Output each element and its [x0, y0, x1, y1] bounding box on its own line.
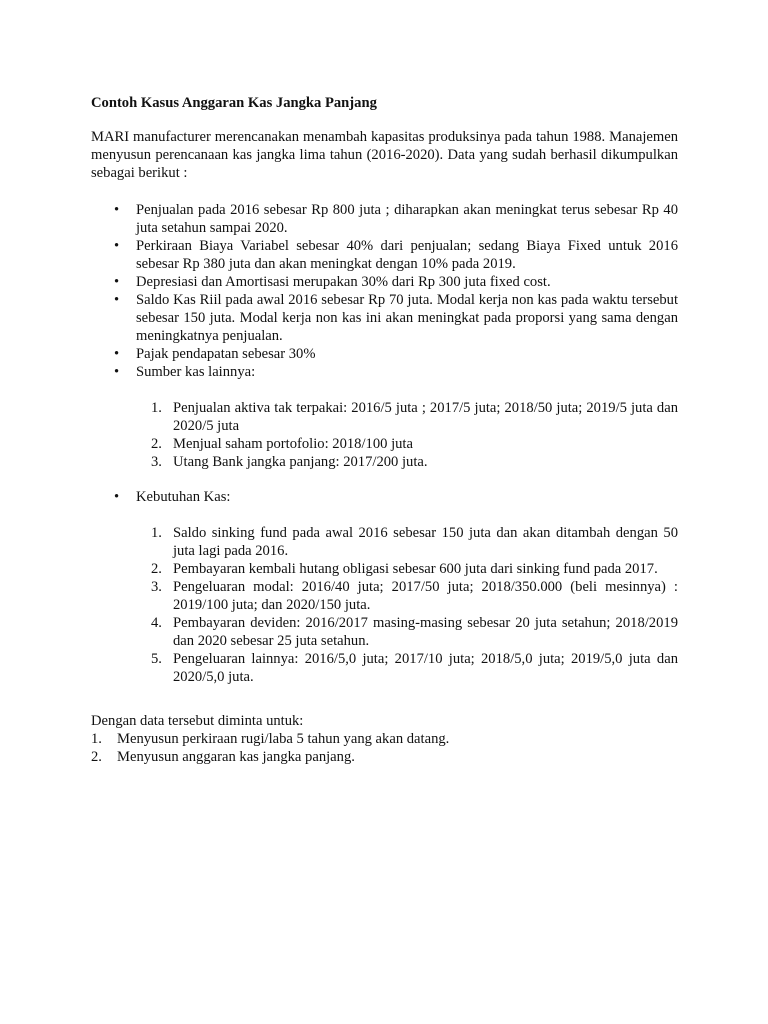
bullet-item-kebutuhan-kas: • Kebutuhan Kas:: [91, 488, 678, 506]
kebutuhan-kas-item: [91, 560, 678, 578]
list-number: 5.: [151, 651, 162, 667]
kebutuhan-kas-item: [91, 578, 678, 614]
list-number: 3.: [151, 454, 162, 470]
list-item-text: Utang Bank jangka panjang: 2017/200 juta.: [173, 454, 428, 470]
bullet-item-pajak: • Pajak pendapatan sebesar 30%: [91, 345, 678, 363]
kebutuhan-kas-item: [91, 650, 678, 686]
list-item-text: Penjualan aktiva tak terpakai: 2016/5 juta ; 2017/5 juta; 2018/50 juta; 2019/5 juta dan 2020/5 juta: [173, 400, 678, 434]
list-item-text: Pengeluaran lainnya: 2016/5,0 juta; 2017/10 juta; 2018/5,0 juta; 2019/5,0 juta dan 2020/5,0 juta.: [173, 651, 678, 685]
list-number: 1.: [91, 731, 102, 747]
document-title: Contoh Kasus Anggaran Kas Jangka Panjang: [91, 95, 377, 111]
bullet-item-penjualan: • Penjualan pada 2016 sebesar Rp 800 juta ; diharapkan akan meningkat terus sebesar Rp 40 juta setahun sampai 2020.: [91, 201, 678, 237]
list-item-text: Menjual saham portofolio: 2018/100 juta: [173, 436, 413, 452]
list-item-text: Pembayaran deviden: 2016/2017 masing-masing sebesar 20 juta setahun; 2018/2019 dan 2020 sebesar 25 juta setahun.: [173, 615, 678, 649]
list-number: 2.: [151, 436, 162, 452]
list-item-text: Saldo sinking fund pada awal 2016 sebesar 150 juta dan akan ditambah dengan 50 juta lagi pada 2016.: [173, 525, 678, 559]
closing-paragraph: Dengan data tersebut diminta untuk:: [91, 713, 304, 729]
kebutuhan-kas-item: [91, 524, 678, 560]
task-list: [91, 730, 678, 766]
list-number: 3.: [151, 579, 162, 595]
list-number: 4.: [151, 615, 162, 631]
list-number: 1.: [151, 525, 162, 541]
kebutuhan-kas-item: [91, 614, 678, 650]
list-number: 1.: [151, 400, 162, 416]
list-item-text: Pengeluaran modal: 2016/40 juta; 2017/50 juta; 2018/350.000 (beli mesinnya) : 2019/100 juta; dan 2020/150 juta.: [173, 579, 678, 613]
list-item-text: Menyusun perkiraan rugi/laba 5 tahun yang akan datang.: [117, 731, 450, 747]
document-page: [91, 94, 678, 766]
list-item-text: Menyusun anggaran kas jangka panjang.: [117, 749, 355, 765]
sumber-kas-item: [91, 435, 678, 453]
sumber-kas-item: [91, 399, 678, 435]
list-number: 2.: [151, 561, 162, 577]
bullet-item-saldo-kas: • Saldo Kas Riil pada awal 2016 sebesar Rp 70 juta. Modal kerja non kas pada waktu tersebut sebesar 150 juta. Modal kerja non kas ini akan meningkat pada proporsi yang sama dengan meningkatnya penjualan.: [91, 291, 678, 345]
bullet-item-biaya: • Perkiraan Biaya Variabel sebesar 40% dari penjualan; sedang Biaya Fixed untuk 2016 sebesar Rp 380 juta dan akan meningkat dengan 10% pada 2019.: [91, 237, 678, 273]
kebutuhan-kas-list: [91, 524, 678, 686]
sumber-kas-list: [91, 399, 678, 471]
bullet-item-depresiasi: • Depresiasi dan Amortisasi merupakan 30% dari Rp 300 juta fixed cost.: [91, 273, 678, 291]
intro-paragraph: MARI manufacturer merencanakan menambah kapasitas produksinya pada tahun 1988. Manajemen menyusun perencanaan kas jangka lima tahun (2016-2020). Data yang sudah berhasil dikumpulkan sebagai berikut :: [91, 129, 678, 181]
task-item: [91, 748, 678, 766]
list-number: 2.: [91, 749, 102, 765]
data-bullet-list: [91, 201, 678, 381]
kebutuhan-bullet-list: [91, 488, 678, 506]
bullet-item-sumber-kas: • Sumber kas lainnya:: [91, 363, 678, 381]
list-item-text: Pembayaran kembali hutang obligasi sebesar 600 juta dari sinking fund pada 2017.: [173, 561, 658, 577]
sumber-kas-item: [91, 453, 678, 471]
task-item: [91, 730, 678, 748]
